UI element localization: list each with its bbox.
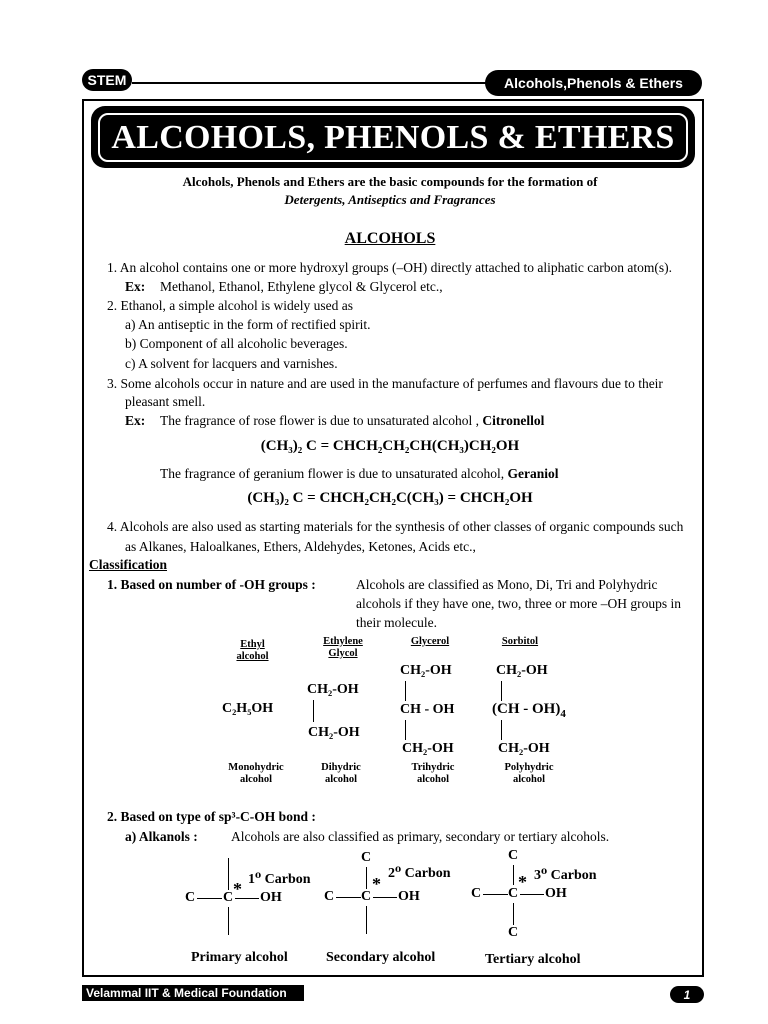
glycol-type-2: alcohol bbox=[324, 774, 358, 785]
chapter-tag: Alcohols,Phenols & Ethers bbox=[485, 70, 702, 96]
point-4-line-1: 4. Alcohols are also used as starting materials for the synthesis of other classes of organic compounds such bbox=[107, 519, 684, 534]
glycol-name-1: Ethylene bbox=[323, 636, 363, 647]
point-4-line-2: as Alkanes, Haloalkanes, Ethers, Aldehydes, Ketones, Acids etc., bbox=[125, 539, 476, 554]
point-3-ex2 bbox=[160, 464, 559, 483]
class-2-label: 2. Based on type of sp³-C-OH bond : bbox=[107, 809, 316, 824]
header-rule bbox=[132, 82, 488, 84]
point-1-ex: Methanol, Ethanol, Ethylene glycol & Glycerol etc., bbox=[160, 279, 443, 294]
glycol-bond bbox=[313, 700, 314, 722]
sorbitol-type bbox=[496, 762, 562, 786]
tertiary-oh: OH bbox=[545, 886, 567, 901]
glycerol-bond-2 bbox=[405, 720, 406, 740]
secondary-c-mid: C bbox=[361, 889, 372, 904]
ethyl-type bbox=[220, 762, 292, 786]
glycerol-mid: CH - OH bbox=[400, 702, 455, 717]
geraniol-formula: (CH₃)₂ C = CHCH₂CH₂C(CH₃) = CHCH₂OH bbox=[247, 490, 533, 506]
tertiary-bond-right bbox=[520, 894, 544, 895]
point-2c: c) A solvent for lacquers and varnishes. bbox=[125, 356, 338, 371]
secondary-bond-right bbox=[373, 897, 397, 898]
secondary-c-top: C bbox=[361, 850, 372, 865]
secondary-oh: OH bbox=[398, 889, 420, 904]
class-1-label: 1. Based on number of -OH groups : bbox=[107, 577, 316, 592]
sorbitol-bottom: CH₂-OH bbox=[498, 741, 550, 756]
sorbitol-type-1: Polyhydric bbox=[504, 762, 554, 773]
glycol-type-1: Dihydric bbox=[321, 762, 361, 773]
class-2a-label: a) Alkanols : bbox=[125, 829, 198, 844]
tertiary-c-mid: C bbox=[508, 886, 519, 901]
tertiary-star: * bbox=[518, 872, 527, 892]
primary-carbon-label: 1⁰ Carbon bbox=[248, 872, 311, 887]
stem-tag: STEM bbox=[82, 69, 132, 91]
sorbitol-subscript: 4 bbox=[560, 708, 566, 720]
sorbitol-mid-group: (CH - OH) bbox=[492, 701, 561, 717]
primary-bond-right bbox=[235, 898, 259, 899]
intro-line-2: Detergents, Antiseptics and Fragrances bbox=[284, 192, 496, 207]
glycerol-bond-1 bbox=[405, 681, 406, 701]
point-3-ex-label: Ex: bbox=[125, 413, 146, 428]
sorbitol-name: Sorbitol bbox=[501, 636, 539, 647]
class-2a-text: Alcohols are also classified as primary, secondary or tertiary alcohols. bbox=[231, 829, 610, 844]
glycerol-name: Glycerol bbox=[410, 636, 450, 647]
ethyl-name-1: Ethyl bbox=[240, 639, 265, 650]
glycerol-type-1: Trihydric bbox=[411, 762, 455, 773]
primary-bond-top bbox=[228, 858, 229, 890]
glycerol-type-2: alcohol bbox=[416, 774, 450, 785]
glycol-name-2: Glycol bbox=[328, 648, 358, 659]
sorbitol-bond-1 bbox=[501, 681, 502, 701]
ethyl-name-2: alcohol bbox=[236, 651, 269, 662]
geraniol-name: Geraniol bbox=[507, 466, 559, 481]
ethyl-alcohol-name bbox=[225, 639, 280, 663]
primary-bond-bottom bbox=[228, 907, 229, 935]
glycol-bottom: CH₂-OH bbox=[308, 725, 360, 740]
sorbitol-type-2: alcohol bbox=[512, 774, 546, 785]
secondary-alcohol-label: Secondary alcohol bbox=[326, 950, 436, 965]
tertiary-alcohol-label: Tertiary alcohol bbox=[485, 952, 581, 967]
class-1-text-3: their molecule. bbox=[356, 615, 437, 630]
secondary-carbon-label: 2⁰ Carbon bbox=[388, 866, 451, 881]
ethyl-type-2: alcohol bbox=[239, 774, 273, 785]
footer-institute: Velammal IIT & Medical Foundation bbox=[82, 985, 304, 1001]
glycerol-bottom: CH₂-OH bbox=[402, 741, 454, 756]
secondary-star: * bbox=[372, 874, 381, 894]
point-3-ex-text: The fragrance of rose flower is due to unsaturated alcohol , bbox=[160, 413, 483, 428]
section-heading: ALCOHOLS bbox=[344, 230, 436, 247]
class-1-text-1: Alcohols are classified as Mono, Di, Tri and Polyhydric bbox=[356, 577, 658, 592]
ethylene-glycol-name bbox=[313, 636, 373, 660]
tertiary-c-top: C bbox=[508, 848, 519, 863]
tertiary-c-left: C bbox=[471, 886, 482, 901]
tertiary-c-bottom: C bbox=[508, 925, 519, 940]
point-3-ex bbox=[160, 411, 544, 430]
glycerol-top: CH₂-OH bbox=[400, 663, 452, 678]
point-3-line-1: 3. Some alcohols occur in nature and are used in the manufacture of perfumes and flavours due to their bbox=[107, 376, 663, 391]
point-3-ex2-text: The fragrance of geranium flower is due to unsaturated alcohol, bbox=[160, 466, 508, 481]
secondary-bond-left bbox=[336, 897, 361, 898]
tertiary-bond-top bbox=[513, 865, 514, 885]
page-number: 1 bbox=[670, 986, 704, 1003]
ethyl-formula: C₂H₅OH bbox=[222, 701, 274, 716]
point-1-ex-label: Ex: bbox=[125, 279, 146, 294]
point-2b: b) Component of all alcoholic beverages. bbox=[125, 336, 348, 351]
primary-oh: OH bbox=[260, 890, 282, 905]
class-1-text-2: alcohols if they have one, two, three or more –OH groups in bbox=[356, 596, 682, 611]
ethyl-type-1: Monohydric bbox=[228, 762, 284, 773]
point-1: 1. An alcohol contains one or more hydroxyl groups (–OH) directly attached to aliphatic carbon atom(s). bbox=[107, 260, 672, 275]
tertiary-bond-left bbox=[483, 894, 508, 895]
intro-line-1: Alcohols, Phenols and Ethers are the basic compounds for the formation of bbox=[182, 174, 598, 189]
tertiary-carbon-label: 3⁰ Carbon bbox=[534, 868, 597, 883]
primary-c-mid: C bbox=[223, 890, 234, 905]
page-title: ALCOHOLS, PHENOLS & ETHERS bbox=[98, 113, 688, 162]
primary-c-left: C bbox=[185, 890, 196, 905]
glycerol-type bbox=[402, 762, 464, 786]
secondary-bond-bottom bbox=[366, 906, 367, 934]
point-2: 2. Ethanol, a simple alcohol is widely used as bbox=[107, 298, 353, 313]
glycol-top: CH₂-OH bbox=[307, 682, 359, 697]
point-3-line-2: pleasant smell. bbox=[125, 394, 206, 409]
citronellol-formula: (CH₃)₂ C = CHCH₂CH₂CH(CH₃)CH₂OH bbox=[260, 438, 520, 454]
citronellol-name: Citronellol bbox=[482, 413, 545, 428]
primary-bond-left bbox=[197, 898, 222, 899]
sorbitol-mid bbox=[492, 701, 566, 720]
glycol-type bbox=[310, 762, 372, 786]
sorbitol-bond-2 bbox=[501, 720, 502, 740]
secondary-bond-top bbox=[366, 867, 367, 889]
primary-alcohol-label: Primary alcohol bbox=[191, 950, 288, 965]
sorbitol-top: CH₂-OH bbox=[496, 663, 548, 678]
secondary-c-left: C bbox=[324, 889, 335, 904]
point-2a: a) An antiseptic in the form of rectified spirit. bbox=[125, 317, 371, 332]
primary-star: * bbox=[233, 879, 242, 899]
classification-heading: Classification bbox=[89, 557, 168, 572]
tertiary-bond-bottom bbox=[513, 903, 514, 925]
